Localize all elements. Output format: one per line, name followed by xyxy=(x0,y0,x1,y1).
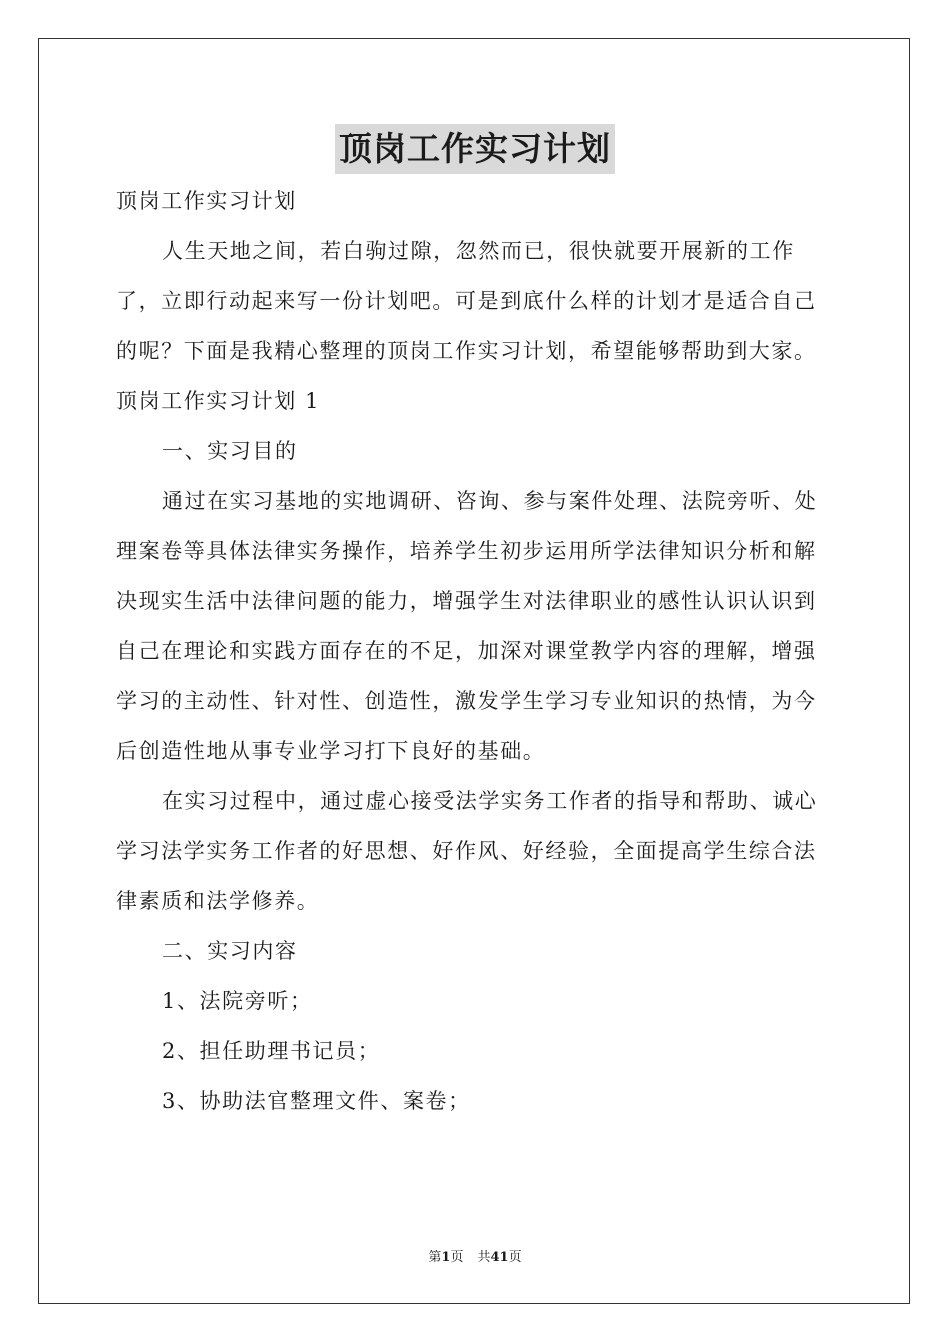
list-item: 3、协助法官整理文件、案卷； xyxy=(162,1089,471,1113)
paragraph-section-heading: 顶岗工作实习计划 1 xyxy=(116,389,321,413)
list-item: 1、法院旁听； xyxy=(162,989,313,1013)
paragraph-process-body: 在实习过程中，通过虚心接受法学实务工作者的指导和帮助、诚心学习法学实务工作者的好思想、好作风、好经验，全面提高学生综合法律素质和法学修养。 xyxy=(116,789,818,913)
title-container xyxy=(0,124,950,174)
list-item: 2、担任助理书记员； xyxy=(162,1039,381,1063)
paragraph-heading-content: 二、实习内容 xyxy=(162,939,298,963)
footer-total-suffix: 页 xyxy=(508,1250,522,1265)
paragraph-intro: 人生天地之间，若白驹过隙，忽然而已，很快就要开展新的工作了，立即行动起来写一份计划吧。可是到底什么样的计划才是适合自己的呢？下面是我精心整理的顶岗工作实习计划，希望能够帮助到大家。 xyxy=(116,239,817,363)
paragraph-purpose-body: 通过在实习基地的实地调研、咨询、参与案件处理、法院旁听、处理案卷等具体法律实务操作，培养学生初步运用所学法律知识分析和解决现实生活中法律问题的能力，增强学生对法律职业的感性认识认识到自己在理论和实践方面存在的不足，加深对课堂教学内容的理解，增强学习的主动性、针对性、创造性，激发学生学习专业知识的热情，为今后创造性地从事专业学习打下良好的基础。 xyxy=(116,489,818,763)
footer-prefix: 第 xyxy=(428,1250,442,1265)
total-page-count: 41 xyxy=(490,1250,509,1265)
document-title: 顶岗工作实习计划 xyxy=(335,124,615,174)
paragraph-heading-purpose: 一、实习目的 xyxy=(162,439,298,463)
current-page-number: 1 xyxy=(441,1250,451,1265)
page-footer xyxy=(0,1246,950,1265)
footer-page-suffix: 页 xyxy=(450,1250,464,1265)
paragraph-subtitle: 顶岗工作实习计划 xyxy=(116,189,297,213)
document-body xyxy=(116,176,836,1126)
footer-total-prefix: 共 xyxy=(477,1250,491,1265)
